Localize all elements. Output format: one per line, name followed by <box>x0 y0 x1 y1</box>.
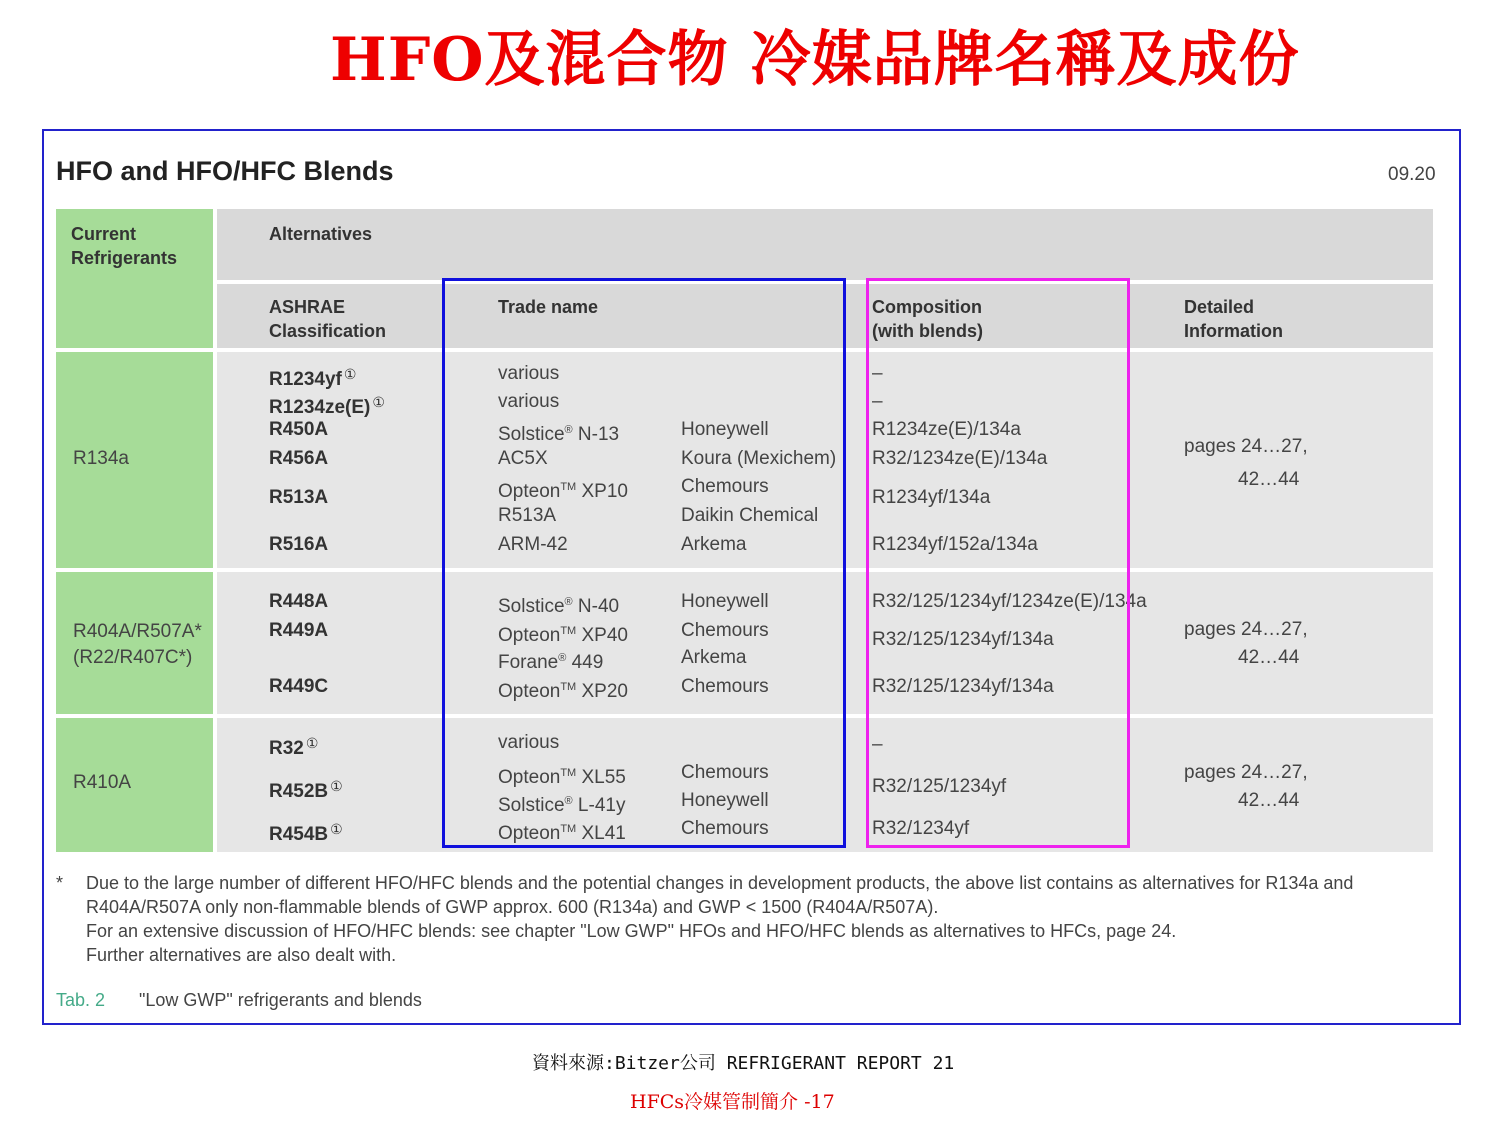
ashrae-classification <box>269 533 328 557</box>
slide-title: HFO及混合物 冷媒品牌名稱及成份 <box>330 25 1300 95</box>
trade-name-base: various <box>498 363 560 384</box>
ashrae-code: R450A <box>269 419 329 440</box>
composition-highlight-box <box>866 278 1130 848</box>
composition: R1234yf/134a <box>872 487 991 508</box>
detailed-info-pages-cont: 42…44 <box>1238 790 1300 811</box>
composition: – <box>872 363 883 384</box>
footnote-marker: ① <box>330 821 343 837</box>
ashrae-classification <box>269 447 328 471</box>
trade-name-suffix: N-40 <box>572 596 620 617</box>
composition: R32/125/1234yf/134a <box>872 629 1054 650</box>
trade-name-suffix: XL55 <box>576 767 626 788</box>
trade-name-base: R513A <box>498 505 557 526</box>
manufacturer: Chemours <box>681 620 769 641</box>
ashrae-code: R1234ze(E) <box>269 397 371 418</box>
table-caption-text: "Low GWP" refrigerants and blends <box>139 990 422 1010</box>
ashrae-header <box>269 295 399 343</box>
ashrae-label: ASHRAE Classification <box>269 297 387 341</box>
composition: – <box>872 734 883 755</box>
trade-name-base: various <box>498 732 560 753</box>
composition: – <box>872 391 883 412</box>
composition: R32/125/1234yf <box>872 776 1007 797</box>
trade-name-suffix: N-13 <box>572 424 620 445</box>
footnote-marker: ① <box>305 735 319 751</box>
composition: R1234ze(E)/134a <box>872 419 1021 440</box>
trademark-mark: TM <box>560 481 577 493</box>
trade-name-suffix: XP40 <box>576 625 628 646</box>
trade-name-base: Opteon <box>498 823 561 844</box>
footnote-line-2: R404A/R507A only non-flammable blends of GWP approx. 600 (R134a) and GWP < 1500 (R404A/R507A). <box>86 897 939 917</box>
trade-name-base: Solstice <box>498 795 565 816</box>
ashrae-classification <box>269 418 328 442</box>
trade-name-base: Opteon <box>498 481 561 502</box>
ashrae-classification <box>269 817 343 847</box>
trademark-mark: TM <box>560 823 577 835</box>
ashrae-code: R1234yf <box>269 369 342 390</box>
trademark-mark: TM <box>560 681 577 693</box>
ashrae-code: R452B <box>269 781 329 802</box>
current-refrigerant: R410A <box>73 772 132 793</box>
ashrae-code: R449A <box>269 620 329 641</box>
ashrae-code: R456A <box>269 448 329 469</box>
ashrae-classification <box>269 362 356 392</box>
trade-name-base: Opteon <box>498 767 561 788</box>
detailed-info-pages: pages 24…27, <box>1184 619 1308 640</box>
trade-name-base: Solstice <box>498 424 565 445</box>
manufacturer: Daikin Chemical <box>681 505 819 526</box>
composition-label: Composition (with blends) <box>872 297 983 341</box>
trade-name-suffix: 449 <box>566 652 604 673</box>
ashrae-classification <box>269 675 328 699</box>
detailed-info-label: Detailed Information <box>1184 297 1283 341</box>
trademark-mark: TM <box>560 767 577 779</box>
trademark-mark: TM <box>560 625 577 637</box>
trade-name-suffix: L-41y <box>572 795 626 816</box>
ashrae-classification <box>269 774 343 804</box>
current-refrigerants-label: Current Refrigerants <box>71 224 178 268</box>
trade-name-base: Opteon <box>498 681 561 702</box>
manufacturer: Honeywell <box>681 419 769 440</box>
ashrae-classification <box>269 390 385 420</box>
ashrae-code: R449C <box>269 676 329 697</box>
trade-name-base: Forane <box>498 652 559 673</box>
page-footer: HFCs冷媒管制簡介 -17 <box>630 1091 835 1113</box>
source-citation: 資料來源:Bitzer公司 REFRIGERANT REPORT 21 <box>532 1053 955 1074</box>
table-caption-number: Tab. 2 <box>56 990 106 1010</box>
alternatives-header-cell <box>217 209 1433 280</box>
trademark-mark: ® <box>564 795 573 807</box>
trade-name-base: ARM-42 <box>498 534 568 555</box>
ashrae-classification <box>269 619 328 643</box>
manufacturer: Arkema <box>681 534 747 555</box>
manufacturer: Koura (Mexichem) <box>681 448 837 469</box>
trade-name-base: AC5X <box>498 448 548 469</box>
footnote-marker: ① <box>372 394 385 410</box>
current-refrigerants-header <box>71 222 191 270</box>
footnote-marker: ① <box>330 778 343 794</box>
trade-name-suffix: XL41 <box>576 823 626 844</box>
alternatives-header: Alternatives <box>269 224 373 244</box>
manufacturer: Honeywell <box>681 591 769 612</box>
ashrae-code: R513A <box>269 487 329 508</box>
manufacturer: Chemours <box>681 476 769 497</box>
document-date: 09.20 <box>1388 164 1436 185</box>
ashrae-classification <box>269 486 328 510</box>
detailed-info-pages: pages 24…27, <box>1184 436 1308 457</box>
manufacturer: Arkema <box>681 647 747 668</box>
composition: R32/1234yf <box>872 818 970 839</box>
trade-name-header: Trade name <box>498 297 599 317</box>
trademark-mark: ® <box>564 596 573 608</box>
manufacturer: Chemours <box>681 818 769 839</box>
current-refrigerant: R134a <box>73 448 129 469</box>
trade-name-suffix: XP20 <box>576 681 628 702</box>
ashrae-classification <box>269 590 328 614</box>
ashrae-code: R454B <box>269 824 329 845</box>
footnote-marker: ① <box>343 366 357 382</box>
detailed-info-pages-cont: 42…44 <box>1238 469 1300 490</box>
trademark-mark: ® <box>564 424 573 436</box>
composition: R1234yf/152a/134a <box>872 534 1038 555</box>
manufacturer: Chemours <box>681 762 769 783</box>
current-refrigerant: R404A/R507A* <box>73 621 202 642</box>
ashrae-code: R448A <box>269 591 329 612</box>
footnote-line-4: Further alternatives are also dealt with. <box>86 945 397 965</box>
footnote-line-3: For an extensive discussion of HFO/HFC blends: see chapter "Low GWP" HFOs and HFO/HFC blends as alternatives to HFCs, page 24. <box>86 921 1177 941</box>
detailed-info-pages: pages 24…27, <box>1184 762 1308 783</box>
detailed-info-pages-cont: 42…44 <box>1238 647 1300 668</box>
footnote-line-1: Due to the large number of different HFO/HFC blends and the potential changes in development products, the above list contains as alternatives for R134a and <box>86 873 1354 893</box>
composition: R32/125/1234yf/1234ze(E)/134a <box>872 591 1147 612</box>
document-title: HFO and HFO/HFC Blends <box>56 156 394 186</box>
trade-name-base: various <box>498 391 560 412</box>
trade-name-base: Opteon <box>498 625 561 646</box>
detailed-info-header <box>1184 295 1294 343</box>
footnote-star: * <box>56 873 64 893</box>
trade-name-suffix: XP10 <box>576 481 628 502</box>
composition: R32/125/1234yf/134a <box>872 676 1054 697</box>
ashrae-code: R516A <box>269 534 329 555</box>
current-refrigerant-secondary: (R22/R407C*) <box>73 647 193 668</box>
composition: R32/1234ze(E)/134a <box>872 448 1048 469</box>
manufacturer: Honeywell <box>681 790 769 811</box>
trademark-mark: ® <box>558 652 567 664</box>
trade-name-base: Solstice <box>498 596 565 617</box>
manufacturer: Chemours <box>681 676 769 697</box>
ashrae-classification <box>269 731 318 761</box>
ashrae-code: R32 <box>269 738 304 759</box>
trade-name-highlight-box <box>442 278 846 848</box>
